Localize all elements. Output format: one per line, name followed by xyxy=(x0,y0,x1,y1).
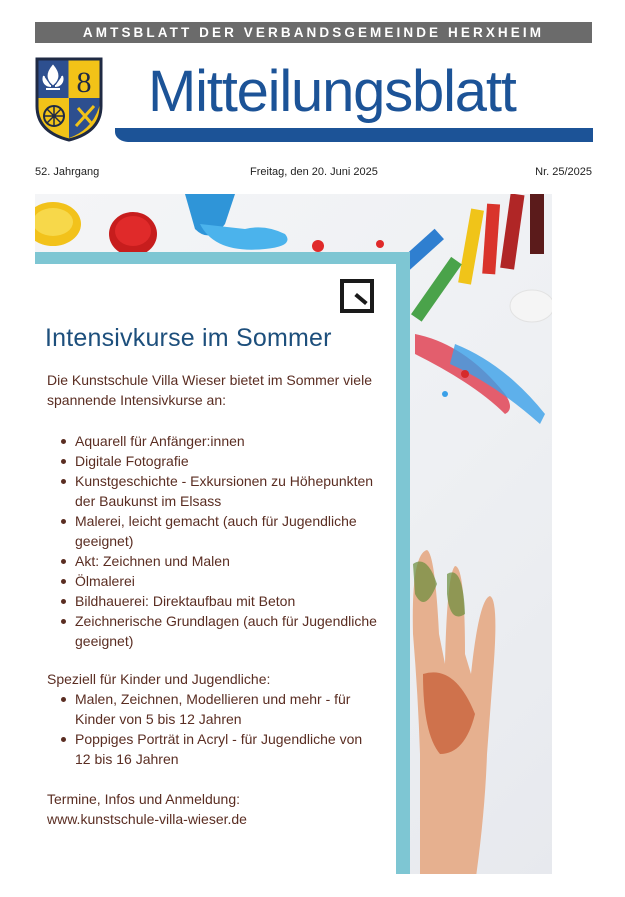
kids-heading: Speziell für Kinder und Jugendliche: xyxy=(47,671,271,687)
course-announcement-card xyxy=(35,252,410,874)
registration-label: Termine, Infos und Anmeldung: xyxy=(47,791,241,807)
list-item: Aquarell für Anfänger:innen xyxy=(47,431,377,451)
masthead-underline xyxy=(115,128,593,142)
kids-course-list xyxy=(47,689,377,769)
course-list xyxy=(47,431,377,651)
list-item: Poppiges Porträt in Acryl - für Jugendliche von 12 bis 16 Jahren xyxy=(47,729,377,769)
amtsblatt-banner: AMTSBLATT DER VERBANDSGEMEINDE HERXHEIM xyxy=(35,22,592,43)
svg-text:8: 8 xyxy=(76,66,92,99)
kunstschule-logo-icon xyxy=(340,279,374,313)
list-item: Ölmalerei xyxy=(47,571,377,591)
list-item: Akt: Zeichnen und Malen xyxy=(47,551,377,571)
coat-of-arms-icon xyxy=(34,56,104,142)
masthead-title: Mitteilungsblatt xyxy=(148,59,516,124)
volume-label: 52. Jahrgang xyxy=(35,166,100,178)
list-item: Bildhauerei: Direktaufbau mit Beton xyxy=(47,591,377,611)
card-intro: Die Kunstschule Villa Wieser bietet im Sommer viele spannende Intensivkurse an: xyxy=(47,372,372,408)
issue-date: Freitag, den 20. Juni 2025 xyxy=(250,166,378,178)
website-link[interactable]: www.kunstschule-villa-wieser.de xyxy=(47,811,247,827)
issue-number: Nr. 25/2025 xyxy=(535,166,592,178)
list-item: Malen, Zeichnen, Modellieren und mehr - für Kinder von 5 bis 12 Jahren xyxy=(47,689,377,729)
list-item: Zeichnerische Grundlagen (auch für Jugendliche geeignet) xyxy=(47,611,377,651)
list-item: Kunstgeschichte - Exkursionen zu Höhepunkten der Baukunst im Elsass xyxy=(47,471,377,511)
list-item: Malerei, leicht gemacht (auch für Jugendliche geeignet) xyxy=(47,511,377,551)
card-title: Intensivkurse im Sommer xyxy=(45,324,332,352)
list-item: Digitale Fotografie xyxy=(47,451,377,471)
